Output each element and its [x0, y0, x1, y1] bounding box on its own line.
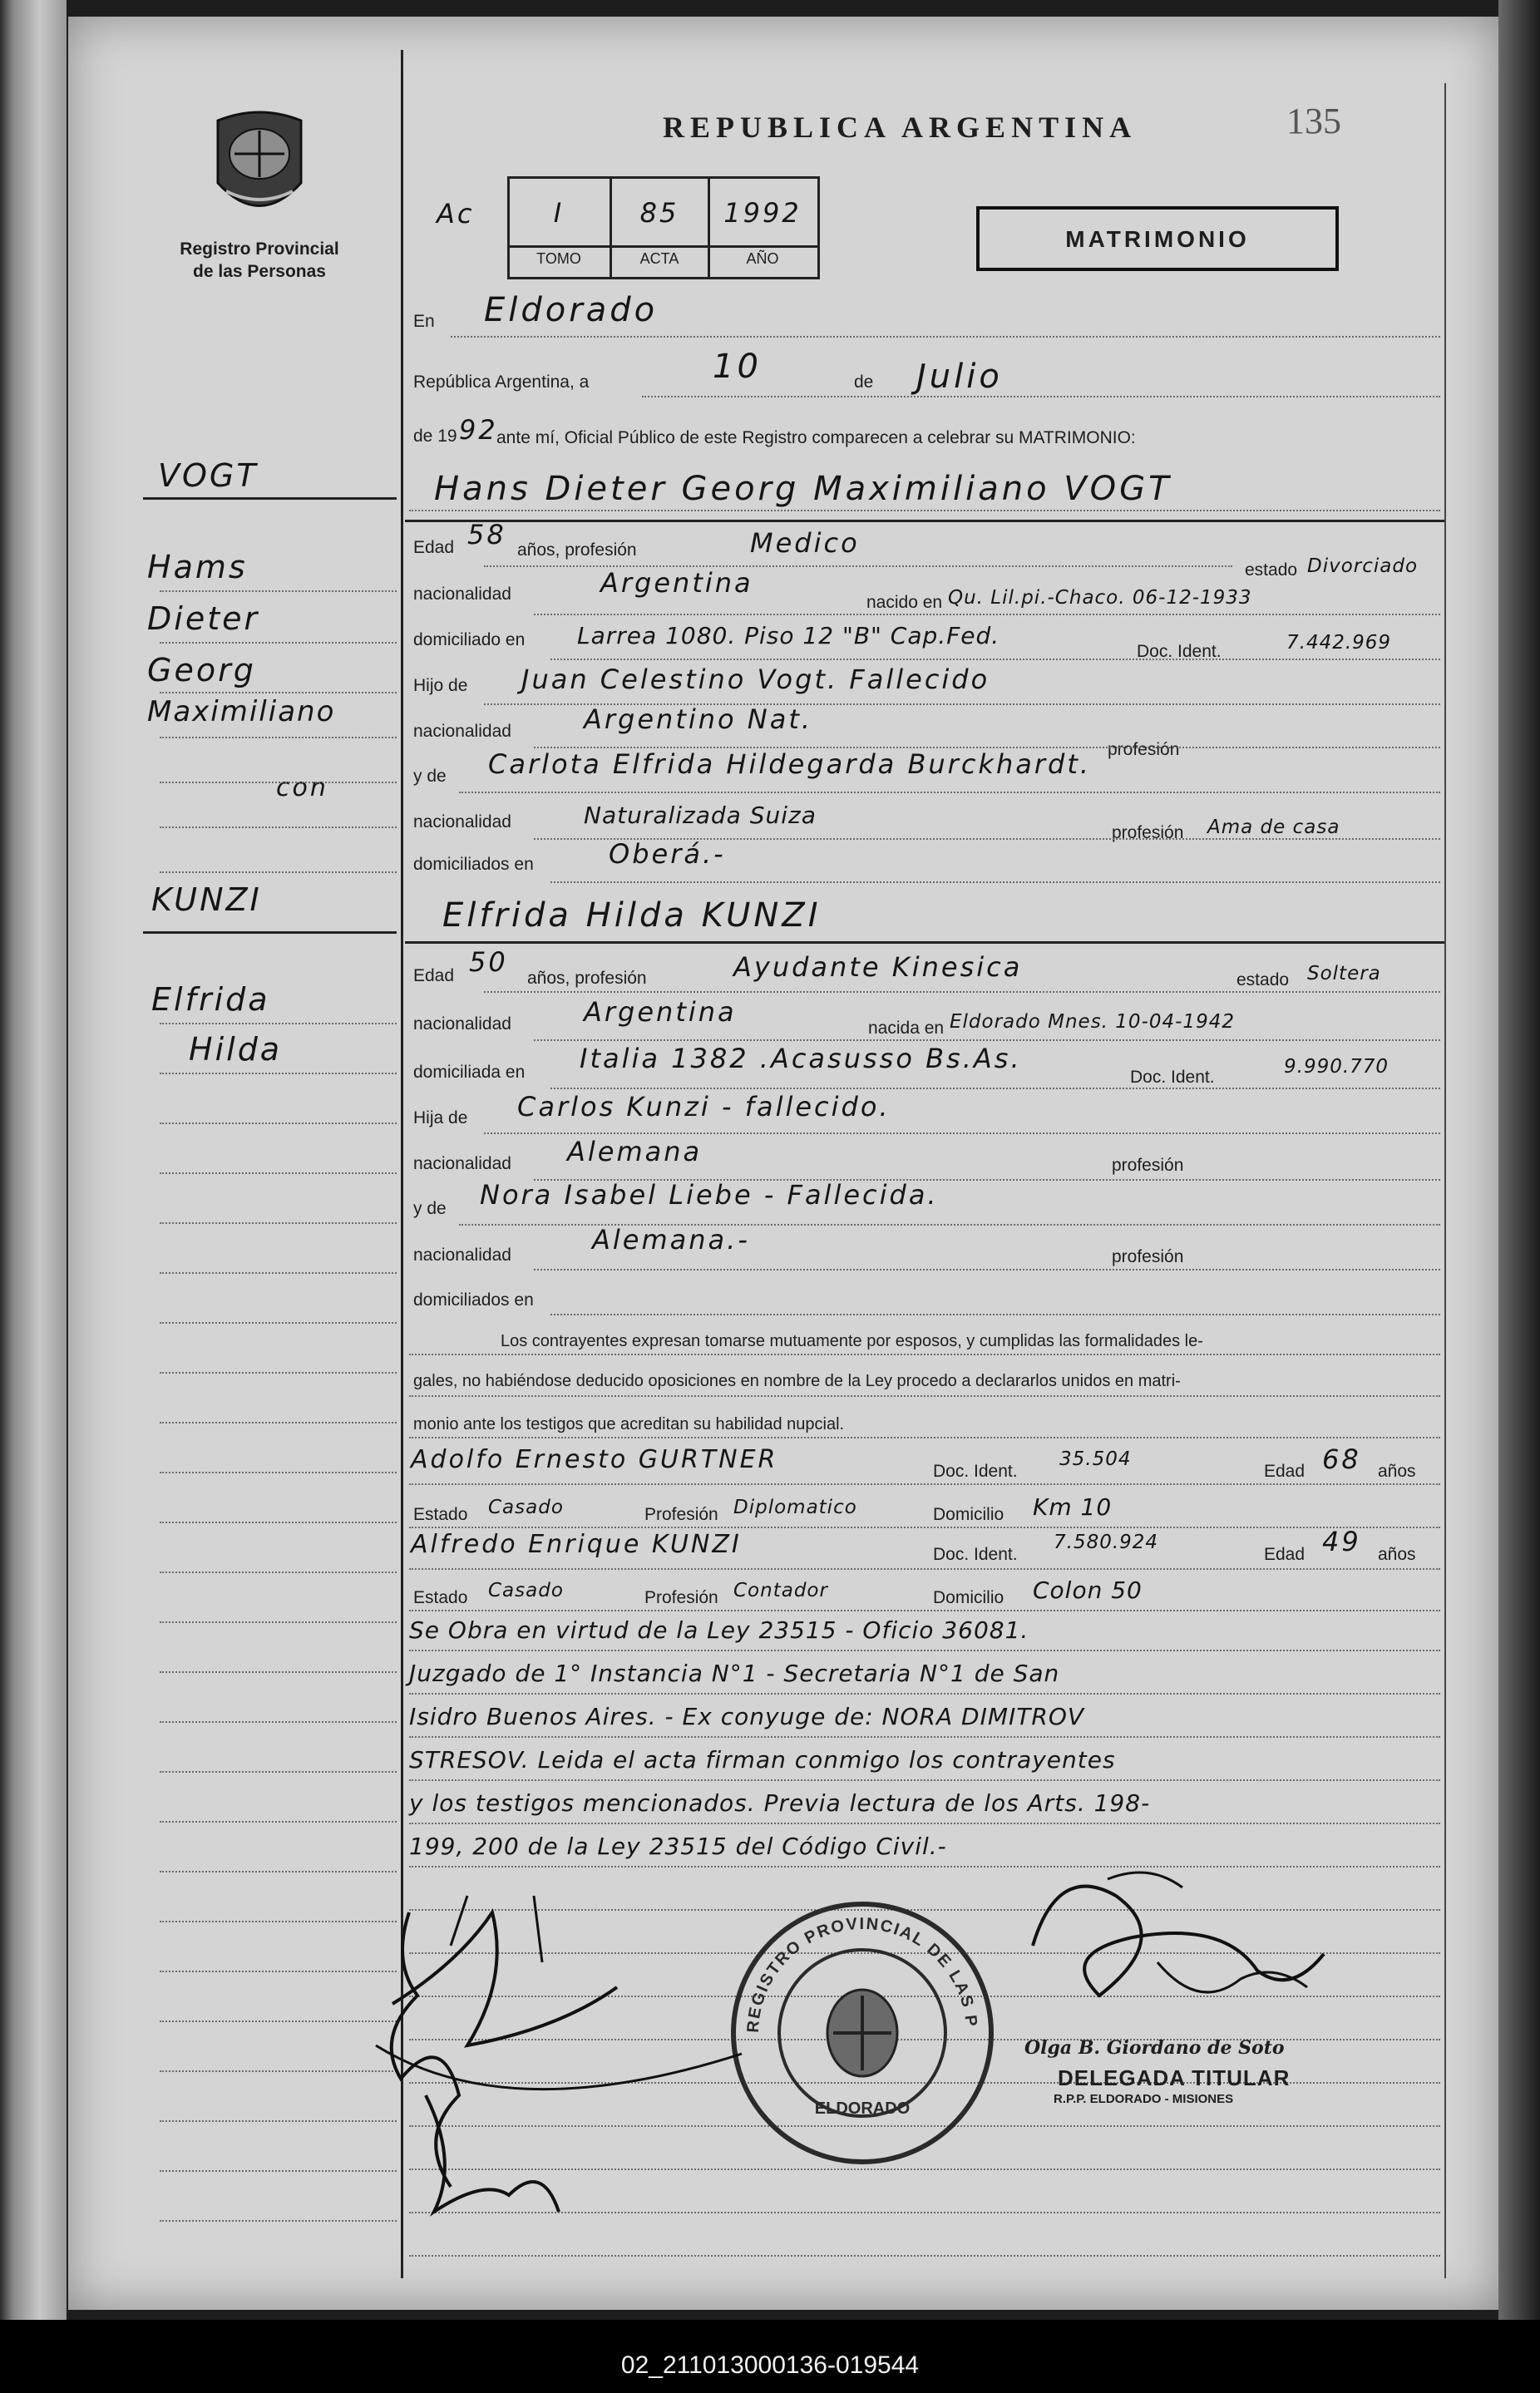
groom-mother-nat-label: nacionalidad	[413, 812, 511, 831]
day-value: 10	[713, 348, 762, 386]
left-page-edge	[0, 0, 67, 2320]
margin-bride-underline	[143, 931, 397, 934]
witness1-estado: Casado	[488, 1497, 564, 1518]
groom-age: 58	[467, 519, 506, 550]
right-margin-line	[1444, 83, 1446, 2278]
declaration-line1: Los contrayentes expresan tomarse mutuamente por esposos, y cumplidas las formalidades le-	[501, 1332, 1203, 1350]
witness1-domicile: Km 10	[1033, 1493, 1113, 1521]
country-heading: REPUBLICA ARGENTINA	[663, 111, 1138, 144]
witness2-edad-label: Edad	[1264, 1545, 1306, 1564]
bride-anos-profesion-label: años, profesión	[527, 969, 647, 988]
margin-bride-given-1: Elfrida	[151, 981, 270, 1018]
bride-age: 50	[469, 946, 508, 978]
groom-dom-label: domiciliados en	[413, 855, 534, 874]
official-name: Olga B. Giordano de Soto	[1024, 2037, 1285, 2059]
witness1-edad-label: Edad	[1264, 1462, 1306, 1481]
bride-yde-label: y de	[413, 1199, 447, 1218]
bride-doc-label: Doc. Ident.	[1130, 1068, 1215, 1087]
witness2-estado: Casado	[488, 1580, 564, 1601]
witness1-domicilio-label: Domicilio	[933, 1505, 1004, 1524]
witness1-estado-label: Estado	[413, 1505, 468, 1524]
bride-dom-label: domiciliados en	[413, 1290, 534, 1310]
ano-value: 1992	[723, 197, 802, 229]
margin-groom-given-3: Georg	[147, 652, 256, 688]
bride-doc-number: 9.990.770	[1284, 1056, 1389, 1078]
witness2-profesion-label: Profesión	[644, 1588, 718, 1607]
act-reference-box	[507, 176, 820, 279]
bride-nationality: Argentina	[584, 996, 737, 1028]
signature-right-icon	[1008, 1846, 1357, 2045]
de-label: de	[854, 373, 874, 392]
witness1-profesion-label: Profesión	[644, 1505, 718, 1524]
ano-label: AÑO	[746, 250, 779, 267]
groom-hijo-label: Hijo de	[413, 676, 468, 695]
page-number: 135	[1286, 101, 1341, 141]
acta-value: 85	[639, 197, 679, 229]
witness1-name: Adolfo Ernesto GURTNER	[411, 1445, 778, 1474]
declaration-line3: monio ante los testigos que acreditan su habilidad nupcial.	[413, 1415, 845, 1433]
seal-city: ELDORADO	[814, 2099, 911, 2118]
witness2-estado-label: Estado	[413, 1588, 468, 1607]
bride-father-prof-label: profesión	[1112, 1156, 1184, 1175]
en-label: En	[413, 312, 435, 331]
doc-type-box	[976, 206, 1339, 271]
declaration-line2: gales, no habiéndose deducido oposiciones en nombre de la Ley procedo a declararlos unidos en matri-	[413, 1372, 1181, 1390]
note-line-4: STRESOV. Leida el acta firman conmigo los contrayentes	[409, 1746, 1116, 1774]
groom-nationality: Argentina	[600, 567, 753, 599]
groom-father-prof-label: profesión	[1108, 740, 1180, 759]
bride-section-top	[405, 941, 1444, 944]
margin-groom-underline	[143, 497, 397, 500]
groom-anos-profesion-label: años, profesión	[517, 540, 637, 560]
bride-hija-label: Hija de	[413, 1108, 468, 1127]
groom-nacido-label: nacido en	[866, 593, 943, 612]
bride-mother-nat: Alemana.-	[592, 1224, 750, 1256]
bride-estado-label: estado	[1236, 970, 1290, 989]
book-spine-edge	[1498, 0, 1540, 2320]
witness1-profession: Diplomatico	[733, 1497, 857, 1518]
groom-father: Juan Celestino Vogt. Fallecido	[521, 664, 990, 695]
witness1-anos-label: años	[1378, 1462, 1416, 1481]
tomo-value: I	[553, 197, 565, 229]
registry-name-line1: Registro Provincial	[180, 239, 339, 259]
witness2-domicilio-label: Domicilio	[933, 1588, 1004, 1607]
note-line-5: y los testigos mencionados. Previa lectura de los Arts. 198-	[409, 1789, 1151, 1817]
registry-name-line2: de las Personas	[193, 262, 326, 281]
groom-domicile: Larrea 1080. Piso 12 "B" Cap.Fed.	[577, 622, 1000, 649]
act-prefix: Ac	[437, 198, 475, 229]
bride-domicilio-label: domiciliada en	[413, 1063, 526, 1082]
witness2-doc-label: Doc. Ident.	[933, 1545, 1018, 1564]
groom-edad-label: Edad	[413, 538, 455, 557]
groom-doc-number: 7.442.969	[1286, 632, 1392, 654]
bride-birth: Eldorado Mnes. 10-04-1942	[950, 1011, 1235, 1033]
groom-doc-label: Doc. Ident.	[1137, 642, 1222, 661]
acta-label: ACTA	[639, 250, 679, 267]
note-line-3: Isidro Buenos Aires. - Ex conyuge de: NORA DIMITROV	[409, 1703, 1085, 1730]
groom-yde-label: y de	[413, 767, 447, 786]
note-line-6: 199, 200 de la Ley 23515 del Código Civil.-	[409, 1833, 947, 1860]
bride-estado: Soltera	[1307, 963, 1381, 984]
margin-groom-given-2: Dieter	[147, 600, 260, 637]
month-value: Julio	[916, 358, 1003, 396]
tomo-label: TOMO	[536, 250, 581, 267]
margin-con: con	[276, 773, 328, 802]
groom-estado-label: estado	[1245, 560, 1298, 580]
witness2-domicile: Colon 50	[1033, 1576, 1143, 1604]
bride-edad-label: Edad	[413, 966, 455, 985]
groom-full-name: Hans Dieter Georg Maximiliano VOGT	[434, 470, 1172, 508]
register-page	[68, 17, 1498, 2310]
groom-mother-nat: Naturalizada Suiza	[584, 802, 817, 829]
bride-nat-label: nacionalidad	[413, 1014, 511, 1034]
margin-bride-given-2: Hilda	[189, 1031, 283, 1068]
seal-outer-text: REGISTRO PROVINCIAL DE LAS P	[743, 1914, 981, 2034]
groom-estado: Divorciado	[1307, 555, 1419, 577]
bride-mother-nat-label: nacionalidad	[413, 1246, 511, 1265]
groom-mother: Carlota Elfrida Hildegarda Burckhardt.	[488, 748, 1092, 780]
coat-of-arms-icon	[205, 104, 313, 229]
witness2-doc: 7.580.924	[1054, 1532, 1159, 1553]
witness1-doc-label: Doc. Ident.	[933, 1462, 1018, 1481]
witness2-name: Alfredo Enrique KUNZI	[411, 1530, 742, 1559]
witness2-profession: Contador	[733, 1580, 828, 1601]
groom-mother-prof-label: profesión	[1112, 823, 1184, 842]
bride-mother: Nora Isabel Liebe - Fallecida.	[480, 1179, 939, 1211]
groom-nat-label: nacionalidad	[413, 585, 511, 604]
republica-label: República Argentina, a	[413, 373, 590, 392]
margin-bride-surname: KUNZI	[151, 881, 262, 918]
groom-father-nat-label: nacionalidad	[413, 722, 511, 741]
bride-domicile: Italia 1382 .Acasusso Bs.As.	[580, 1043, 1022, 1074]
place-value: Eldorado	[484, 291, 659, 329]
groom-profession: Medico	[750, 527, 860, 559]
note-line-2: Juzgado de 1° Instancia N°1 - Secretaria N°1 de San	[409, 1660, 1060, 1687]
bride-full-name: Elfrida Hilda KUNZI	[442, 896, 822, 935]
bride-father: Carlos Kunzi - fallecido.	[517, 1091, 891, 1122]
witness1-doc: 35.504	[1059, 1448, 1132, 1470]
ante-text: ante mí, Oficial Público de este Registro comparecen a celebrar su MATRIMONIO:	[496, 428, 1136, 447]
witness2-anos-label: años	[1378, 1545, 1416, 1564]
official-title: DELEGADA TITULAR	[1058, 2065, 1291, 2090]
signatures-left-icon	[343, 1863, 775, 2228]
groom-father-nat: Argentino Nat.	[584, 703, 813, 735]
margin-groom-given-1: Hams	[147, 549, 248, 585]
witness1-age: 68	[1322, 1443, 1361, 1475]
bride-mother-prof-label: profesión	[1112, 1247, 1184, 1266]
bride-father-nat: Alemana	[567, 1136, 703, 1167]
margin-groom-surname: VOGT	[158, 457, 259, 494]
bride-nacida-label: nacida en	[868, 1019, 945, 1038]
year-suffix: 92	[459, 414, 498, 446]
groom-section-top	[405, 520, 1444, 522]
bride-father-nat-label: nacionalidad	[413, 1154, 511, 1173]
note-line-1: Se Obra en virtud de la Ley 23515 - Oficio 36081.	[409, 1616, 1029, 1644]
image-caption: 02_211013000136-019544	[620, 2351, 920, 2379]
official-office: R.P.P. ELDORADO - MISIONES	[1054, 2092, 1234, 2106]
groom-mother-prof: Ama de casa	[1207, 817, 1340, 838]
witness2-age: 49	[1322, 1526, 1361, 1557]
groom-parents-dom: Oberá.-	[609, 838, 726, 870]
bride-profession: Ayudante Kinesica	[733, 951, 1023, 983]
margin-groom-given-4: Maximiliano	[147, 695, 336, 728]
groom-domicilio-label: domiciliado en	[413, 630, 526, 649]
year-prefix: de 19	[413, 427, 457, 446]
doc-type-label: MATRIMONIO	[1065, 226, 1250, 252]
groom-birth: Qu. Lil.pi.-Chaco. 06-12-1933	[948, 587, 1252, 609]
